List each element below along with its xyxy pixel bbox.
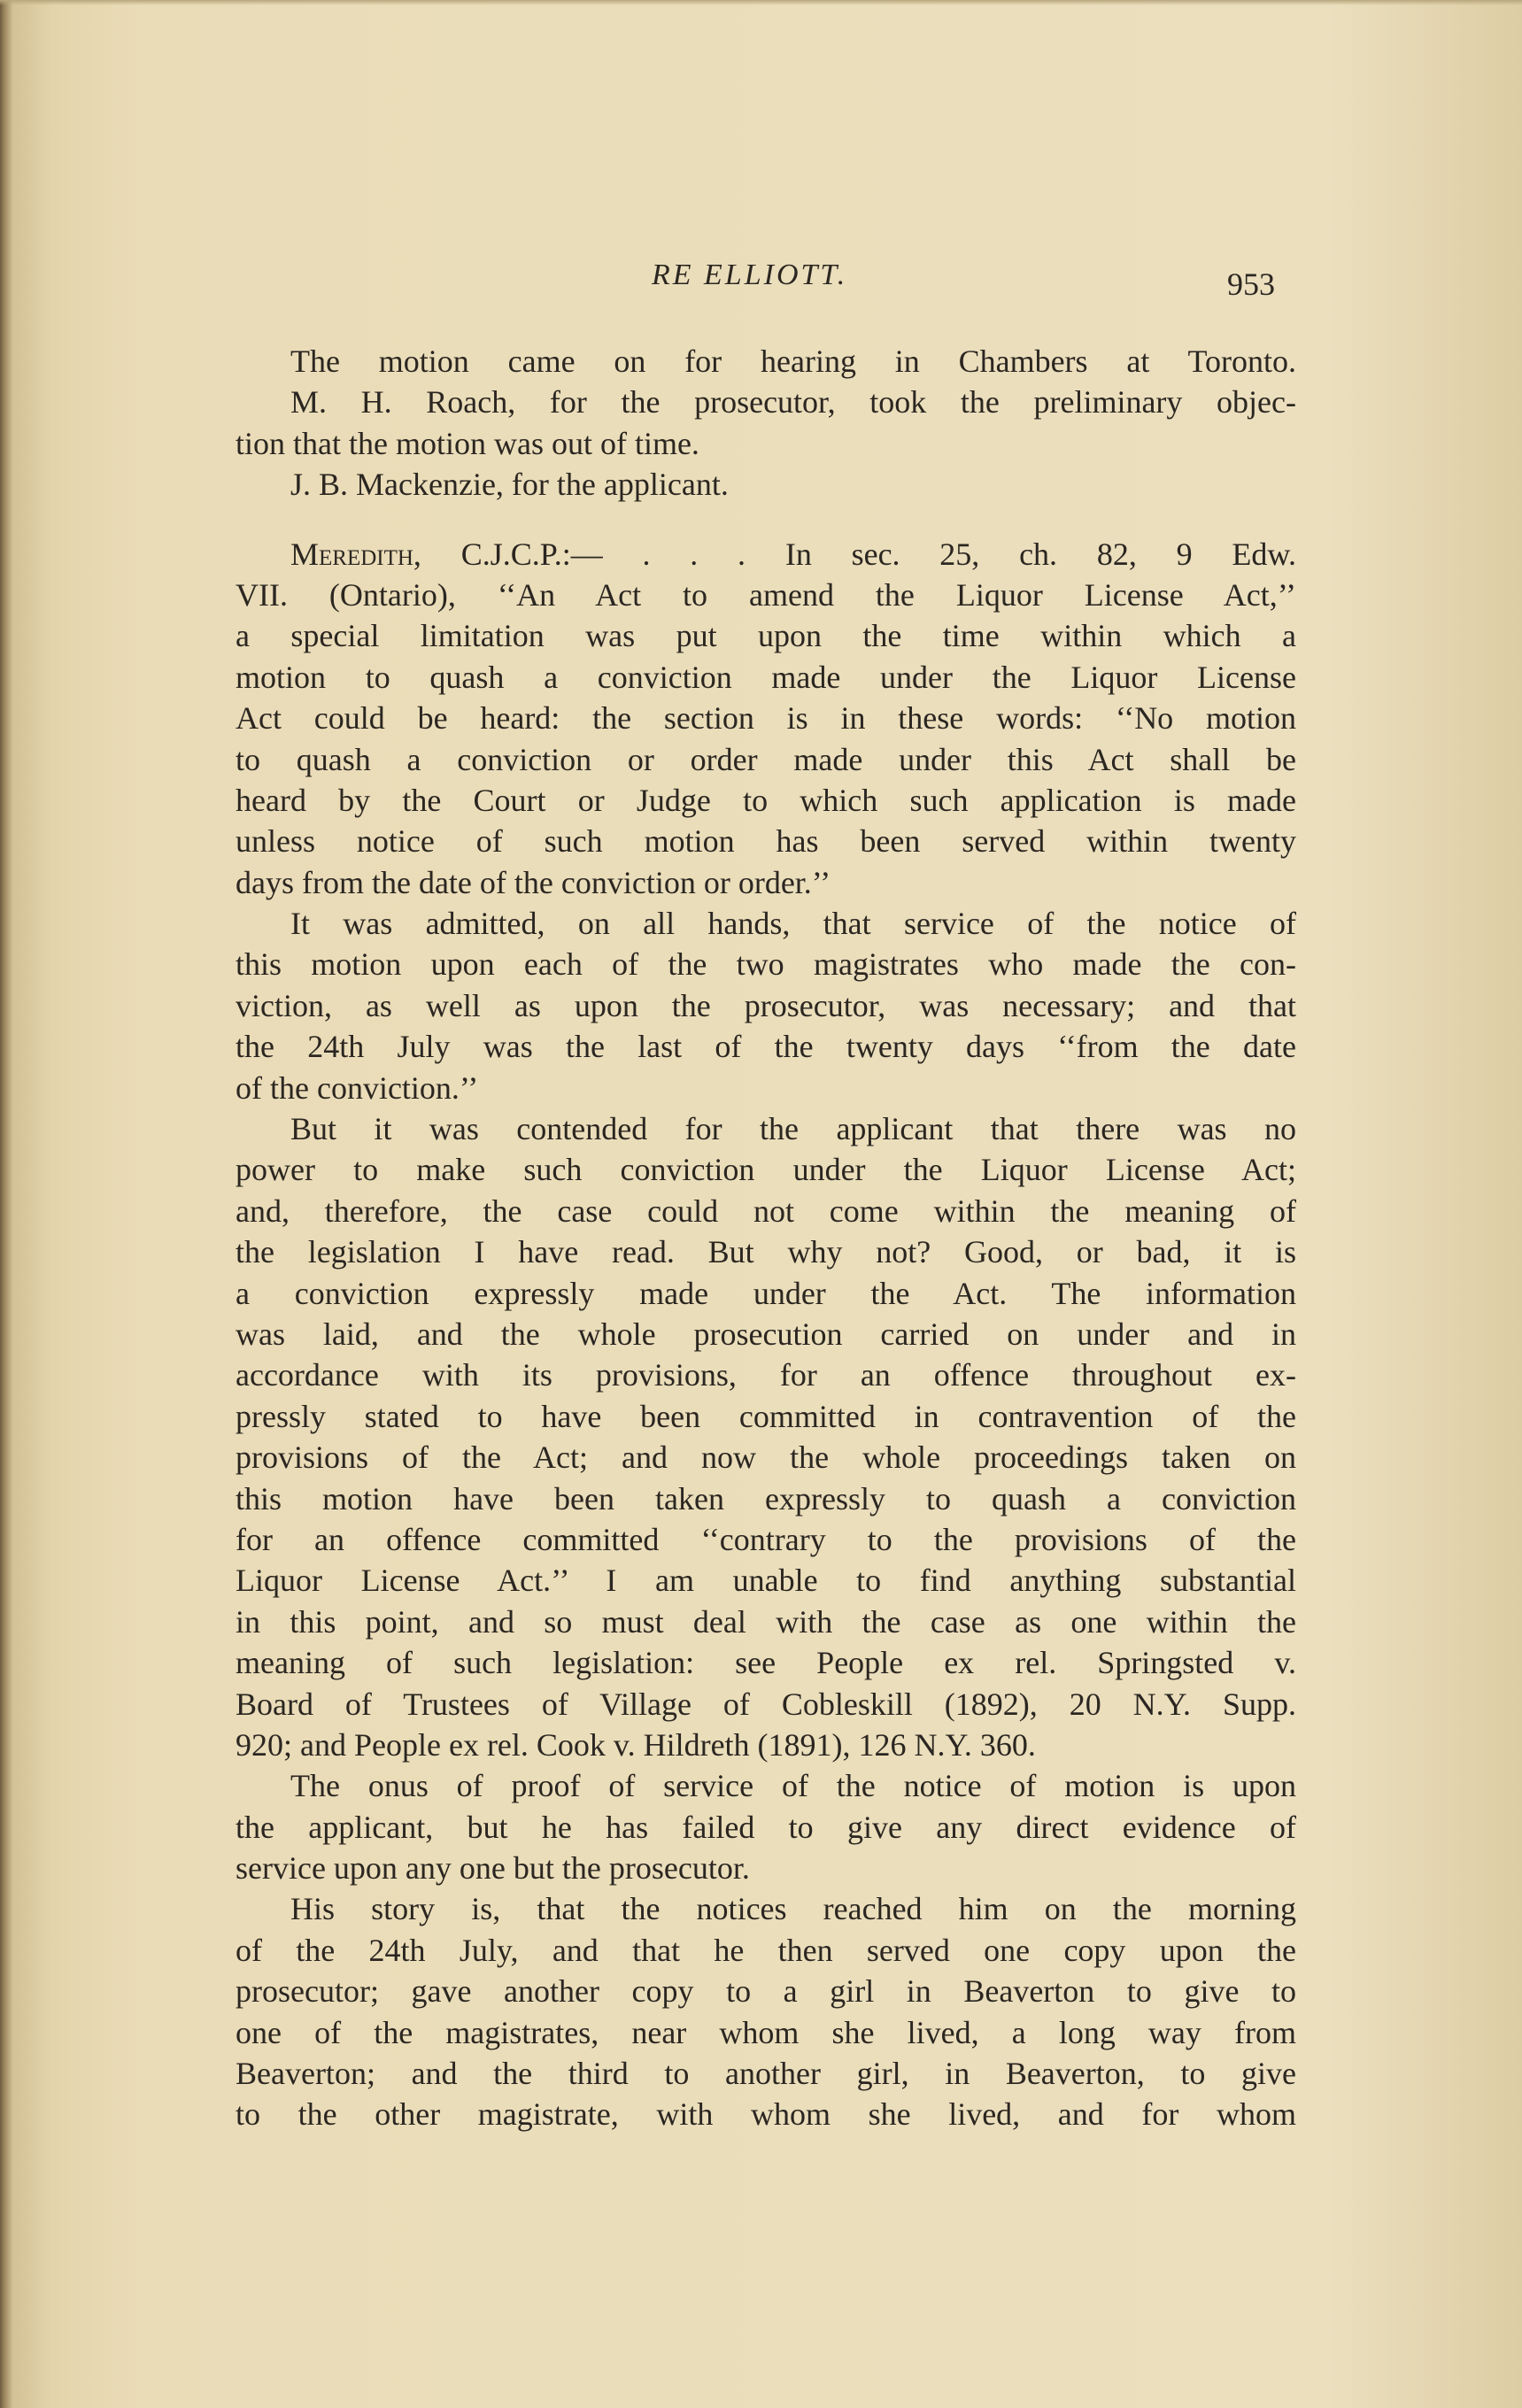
text-line: [236, 698, 1296, 738]
book-spine-edge: [0, 0, 12, 2408]
text-line-content: C.J.C.P.:— . . . In sec. 25, ch. 82, 9 Edw.: [421, 536, 1296, 572]
text-line: [236, 1725, 1296, 1765]
text-line-content: J. B. Mackenzie, for the applicant.: [290, 467, 729, 503]
text-line-content: in this point, and so must deal with the case as one within the: [236, 1603, 1296, 1640]
text-line-content: of the 24th July, and that he then served one copy upon the: [236, 1932, 1296, 1968]
text-line-content: heard by the Court or Judge to which such application is made: [236, 782, 1296, 818]
text-line-content: power to make such conviction under the Liquor License Act;: [236, 1152, 1296, 1188]
text-line-content: a conviction expressly made under the Act. The information: [236, 1275, 1296, 1311]
text-line-content: Liquor License Act.’’ I am unable to find anything substantial: [236, 1563, 1296, 1599]
text-line-content: It was admitted, on all hands, that service of the notice of: [290, 906, 1296, 942]
text-line: [236, 615, 1296, 656]
text-line: [236, 1314, 1296, 1354]
text-line-content: for an offence committed ‘‘contrary to the provisions of the: [236, 1521, 1296, 1557]
text-line-content: His story is, that the notices reached him on the morning: [290, 1891, 1296, 1927]
text-line-content: and, therefore, the case could not come within the meaning of: [236, 1192, 1296, 1229]
judge-name: Meredith,: [290, 536, 421, 572]
text-line: [236, 985, 1296, 1026]
text-line: [236, 1684, 1296, 1725]
text-line-content: meaning of such legislation: see People ex rel. Springsted v.: [236, 1645, 1296, 1681]
text-line: [236, 1519, 1296, 1560]
text-line-content: provisions of the Act; and now the whole proceedings taken on: [236, 1439, 1296, 1476]
text-line: [236, 1354, 1296, 1395]
text-line: [236, 739, 1296, 780]
text-line: [236, 2053, 1296, 2094]
text-line-content: viction, as well as upon the prosecutor, was necessary; and that: [236, 987, 1296, 1023]
text-line-content: Act could be heard: the section is in these words: ‘‘No motion: [236, 700, 1296, 737]
text-line: [236, 903, 1296, 944]
text-line-content: But it was contended for the applicant that there was no: [290, 1111, 1296, 1147]
text-line: [236, 1108, 1296, 1149]
text-line: [236, 944, 1296, 984]
text-line-content: motion to quash a conviction made under the Liquor License: [236, 659, 1296, 695]
text-line: [236, 1807, 1296, 1848]
text-line-content: this motion upon each of the two magistrates who made the con-: [236, 946, 1296, 983]
text-line-content: the applicant, but he has failed to give any direct evidence of: [236, 1809, 1296, 1845]
text-line: [236, 1191, 1296, 1231]
text-line: [236, 1437, 1296, 1478]
text-line-content: was laid, and the whole prosecution carried on under and in: [236, 1316, 1296, 1352]
text-line-content: VII. (Ontario), ‘‘An Act to amend the Liquor License Act,’’: [236, 576, 1296, 613]
text-line: [236, 1848, 1296, 1888]
text-line: [236, 1765, 1296, 1806]
text-line-content: this motion have been taken expressly to quash a conviction: [236, 1480, 1296, 1517]
text-line: [236, 534, 1296, 575]
text-line: [236, 821, 1296, 861]
text-line: [236, 1888, 1296, 1929]
text-line-content: of the conviction.’’: [236, 1069, 479, 1106]
text-line-content: days from the date of the conviction or order.’’: [236, 864, 831, 900]
text-line: [236, 2094, 1296, 2134]
text-line-content: 920; and People ex rel. Cook v. Hildreth (1891), 126 N.Y. 360.: [236, 1726, 1036, 1763]
text-line-content: pressly stated to have been committed in contravention of the: [236, 1398, 1296, 1434]
page-number: 953: [1227, 266, 1275, 302]
body-text: [236, 341, 1296, 2135]
text-line-content: Beaverton; and the third to another girl, in Beaverton, to give: [236, 2056, 1296, 2092]
text-line-content: the legislation I have read. But why not? Good, or bad, it is: [236, 1234, 1296, 1270]
text-line-content: unless notice of such motion has been served within twenty: [236, 823, 1296, 860]
text-line: [236, 780, 1296, 821]
text-line: [236, 657, 1296, 698]
text-line: [236, 1149, 1296, 1190]
text-line-content: one of the magistrates, near whom she lived, a long way from: [236, 2014, 1296, 2050]
text-line-content: tion that the motion was out of time.: [236, 425, 699, 461]
text-line: [236, 382, 1296, 422]
text-line: [236, 1560, 1296, 1601]
text-line-content: The motion came on for hearing in Chambers at Toronto.: [290, 343, 1296, 379]
paragraph-gap: [236, 506, 1296, 534]
text-line-content: to quash a conviction or order made under this Act shall be: [236, 741, 1296, 777]
text-line-content: accordance with its provisions, for an offence throughout ex-: [236, 1357, 1296, 1393]
text-line: [236, 1273, 1296, 1314]
text-line: [236, 1971, 1296, 2011]
text-line-content: service upon any one but the prosecutor.: [236, 1850, 750, 1887]
text-line: [236, 1601, 1296, 1642]
text-line-content: M. H. Roach, for the prosecutor, took the preliminary objec-: [290, 384, 1296, 421]
text-line-content: to the other magistrate, with whom she lived, and for whom: [236, 2096, 1296, 2133]
text-line: [236, 1068, 1296, 1108]
text-line-content: prosecutor; gave another copy to a girl in Beaverton to give to: [236, 1973, 1296, 2010]
text-line-content: a special limitation was put upon the time within which a: [236, 618, 1296, 654]
text-line: [236, 464, 1296, 505]
text-line-content: The onus of proof of service of the notice of motion is upon: [290, 1768, 1296, 1804]
text-line: [236, 1231, 1296, 1272]
text-line: [236, 862, 1296, 903]
text-line: [236, 1642, 1296, 1683]
running-title: RE ELLIOTT.: [652, 259, 848, 291]
running-head: [236, 250, 1298, 303]
text-line: [236, 2012, 1296, 2053]
text-line: [236, 1026, 1296, 1067]
text-line: [236, 423, 1296, 464]
text-line: [236, 1478, 1296, 1519]
text-line-content: Board of Trustees of Village of Cobleskill (1892), 20 N.Y. Supp.: [236, 1686, 1296, 1722]
text-line: [236, 575, 1296, 615]
text-line: [236, 341, 1296, 382]
text-line: [236, 1930, 1296, 1971]
text-line: [236, 1396, 1296, 1437]
page-top-edge: [0, 0, 1522, 5]
text-line-content: the 24th July was the last of the twenty days ‘‘from the date: [236, 1029, 1296, 1065]
